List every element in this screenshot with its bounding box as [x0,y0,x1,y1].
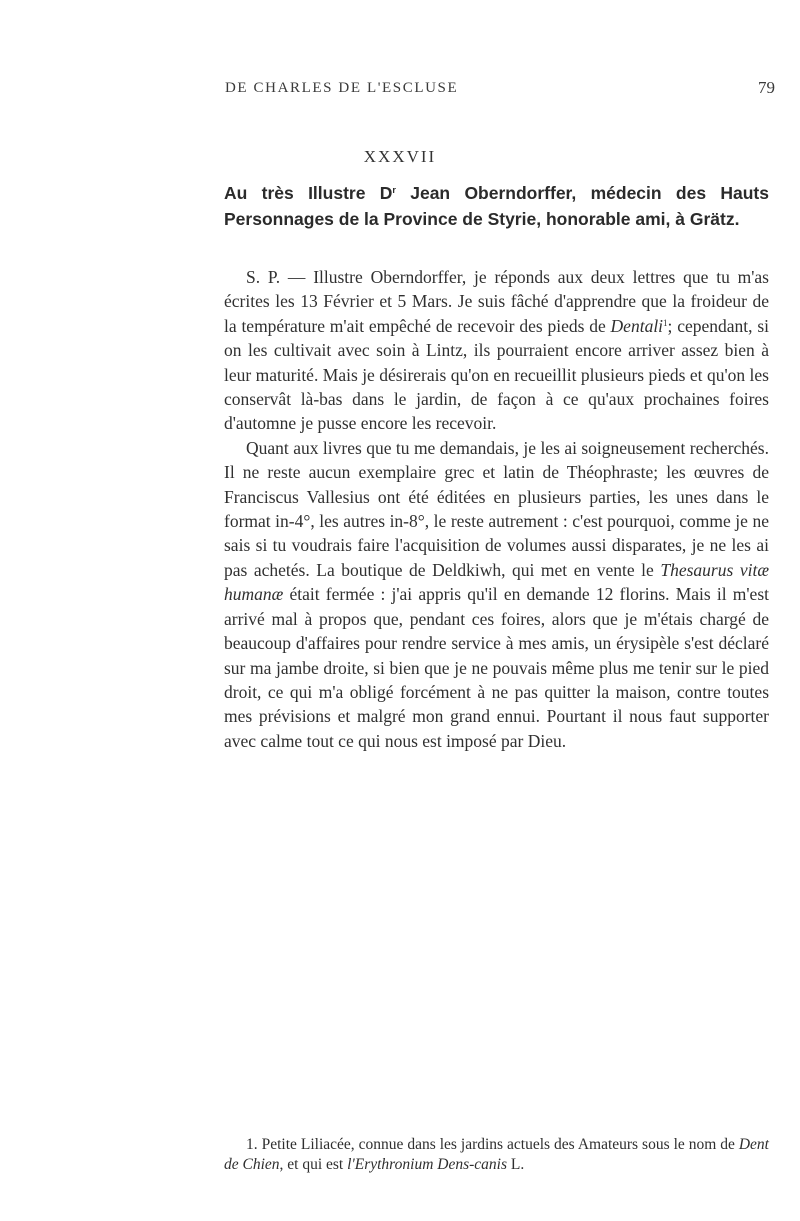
paragraph-1-text-a: S. P. — Illustre Oberndorffer, je réponds aux deux lettres que tu m'as écrites les 13 Février et 5 Mars. Je suis fâché d'apprendre que la froideur de la température m'ait empêché de recevoir des pieds de [224,267,769,336]
running-head: DE CHARLES DE L'ESCLUSE [225,80,459,96]
paragraph-2-italic: Thesaurus vitæ humanæ [224,559,769,605]
paragraph-1-italic: Dentali [610,315,664,336]
page-number: 79 [758,78,775,97]
address-part-2: Jean Oberndorffer, médecin des Hauts Personnages de la Province de Styrie, honorable ami, à Grätz. [224,183,769,229]
footnote [224,1135,769,1175]
letter-body [224,265,769,753]
footnote-text-a: 1. Petite Liliacée, connue dans les jardins actuels des Amateurs sous le nom de [246,1136,739,1153]
footnote-italic-2: l'Erythronium Dens-canis [347,1156,507,1173]
paragraph-2 [224,436,769,753]
address-title-superscript: r [392,185,396,195]
paragraph-2-text-b: était fermée : j'ai appris qu'il en demande 12 florins. Mais il m'est arrivé mal à propos que, pendant ces foires, alors que je m'étais chargé de beaucoup d'affaires pour rendre service à mes amis, un érysipèle s'est déclaré sur ma jambe droite, si bien que je ne pouvais même plus me tenir sur le pied droit, ce qui m'a obligé forcément à ne pas quitter la maison, contre toutes mes prévisions et malgré mon grand ennui. Pourtant il nous faut supporter avec calme tout ce qui nous est imposé par Dieu. [224,584,769,751]
address-part-1: Au très Illustre D [224,183,393,203]
footnote-reference: 1 [663,317,668,328]
paragraph-2-text-a: Quant aux livres que tu me demandais, je les ai soigneusement recherchés. Il ne reste aucun exemplaire grec et latin de Théophraste; les œuvres de Franciscus Vallesius ont été éditées en plusieurs parties, les unes dans le format in-4°, les autres in-8°, le reste autrement : c'est pourquoi, comme je ne sais si tu voudrais faire l'acquisition de volumes aussi disparates, je ne les ai pas achetés. La boutique de Deldkiwh, qui met en vente le [224,437,769,580]
letter-address [224,180,769,232]
letter-number: XXXVII [363,147,437,166]
footnote-text-b: , et qui est [279,1156,348,1173]
paragraph-1 [224,265,769,436]
paragraph-1-text-b: ; cependant, si on les cultivait avec soin à Lintz, ils pourraient encore arriver assez bien à leur maturité. Mais je désirerais qu'on en recueillit plusieurs pieds et qu'on les conservât là-bas dans le jardin, de façon à ce qu'aux prochaines foires d'automne je pusse encore les recevoir. [224,315,770,434]
footnote-italic-1: Dent de Chien [224,1136,769,1173]
footnote-text-c: L. [507,1156,525,1173]
